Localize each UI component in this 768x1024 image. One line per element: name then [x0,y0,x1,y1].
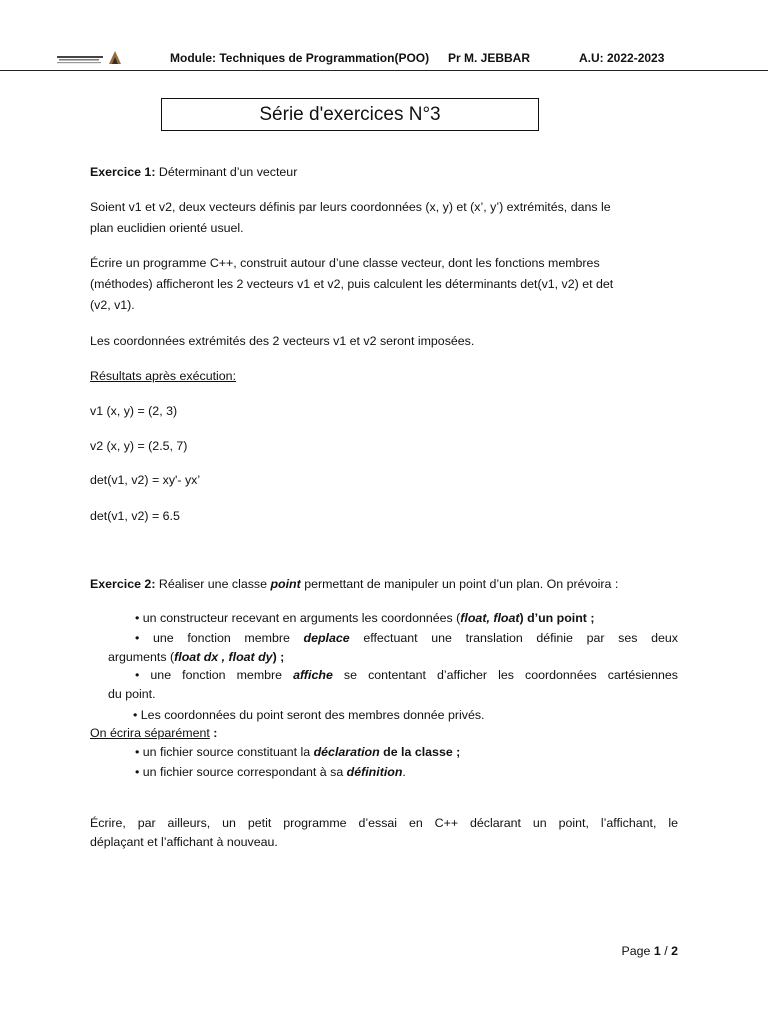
results-label: Résultats après exécution: [90,369,237,383]
text-span: définition [346,765,403,779]
text-span: float, float [460,611,520,625]
separately-label [90,724,217,743]
exercise-1-paragraph-2 [90,253,678,316]
institution-logo [55,48,125,68]
text-line: déplaçant et l’affichant à nouveau. [90,834,278,849]
header-rule [0,70,768,71]
text-span: . [402,765,406,779]
page-title-text: Série d'exercices N°3 [259,103,441,125]
result-line-3: det(v1, v2) = xy'- yx’ [90,473,201,487]
text-line [108,666,678,685]
text-span: arguments ( [108,649,175,664]
exercise-2-label: Exercice 2: [90,577,156,591]
text-span: Page [621,944,654,958]
academic-year: A.U: 2022-2023 [579,51,665,65]
text-span: permettant de manipuler un point d’un plan. On prévoira : [300,577,619,591]
exercise-2-bullet-1 [135,609,678,628]
text-line: Soient v1 et v2, deux vecteurs définis par leurs coordonnées (x, y) et (x’, y’) extrémités, dans le [90,200,611,214]
source-file-item-1 [135,743,460,762]
source-file-item-2 [135,763,406,782]
module-name: Module: Techniques de Programmation(POO) [170,51,430,65]
text-line: du point. [108,686,156,701]
text-span: float dx , float dy [174,649,273,664]
text-span: 2 [671,944,678,958]
page-title [161,98,539,131]
text-line: (méthodes) afficheront les 2 vecteurs v1 et v2, puis calculent les déterminants det(v1, v2) et det [90,277,614,291]
text-span: deplace [303,631,350,645]
exercise-1-heading [90,162,678,183]
exercise-1-subject: Déterminant d’un vecteur [155,165,298,179]
text-line [108,629,678,648]
exercise-2-final-paragraph [90,814,678,851]
text-line: (v2, v1). [90,298,135,312]
result-line-4: det(v1, v2) = 6.5 [90,509,180,523]
text-span: • un constructeur recevant en arguments les coordonnées ( [135,611,461,625]
text-span: ) ; [272,649,285,664]
exercise-1-paragraph-3: Les coordonnées extrémités des 2 vecteurs v1 et v2 seront imposées. [90,334,475,348]
text-span: point [270,577,301,591]
exercise-2-bullet-2 [108,629,678,666]
text-span: déclaration [313,745,380,759]
exercise-1-label: Exercice 1: [90,165,156,179]
exercise-1-paragraph-1 [90,197,678,239]
professor-name: Pr M. JEBBAR [448,51,531,65]
text-line: Écrire, par ailleurs, un petit programme d’essai en C++ déclarant un point, l’affichant, le [90,816,678,830]
text-line [108,648,678,667]
text-line: plan euclidien orienté usuel. [90,221,244,235]
text-span: : [209,726,218,740]
result-line-1: v1 (x, y) = (2, 3) [90,404,178,418]
text-span: effectuant une translation définie par ses deux [349,631,678,645]
page-number [621,944,678,958]
text-line: Écrire un programme C++, construit autour d’une classe vecteur, dont les fonctions membres [90,256,600,270]
text-span: affiche [293,668,333,682]
exercise-2-heading [90,574,678,595]
text-span: 1 [653,944,661,958]
text-span: se contentant d’afficher les coordonnées cartésiennes [332,668,678,682]
text-span: de la classe ; [379,745,461,759]
result-line-2: v2 (x, y) = (2.5, 7) [90,439,188,453]
exercise-2-bullet-4: • Les coordonnées du point seront des membres donnée privés. [133,708,485,722]
text-span: ) d’un point ; [519,611,595,625]
exercise-2-bullet-3 [108,666,678,703]
text-span: • une fonction membre [135,631,304,645]
text-span: Réaliser une classe [155,577,271,591]
text-span: • un fichier source constituant la [135,745,314,759]
text-span: On écrira séparément [90,726,210,740]
text-span: • un fichier source correspondant à sa [135,765,347,779]
text-span: • une fonction membre [135,668,294,682]
text-span: / [660,944,672,958]
